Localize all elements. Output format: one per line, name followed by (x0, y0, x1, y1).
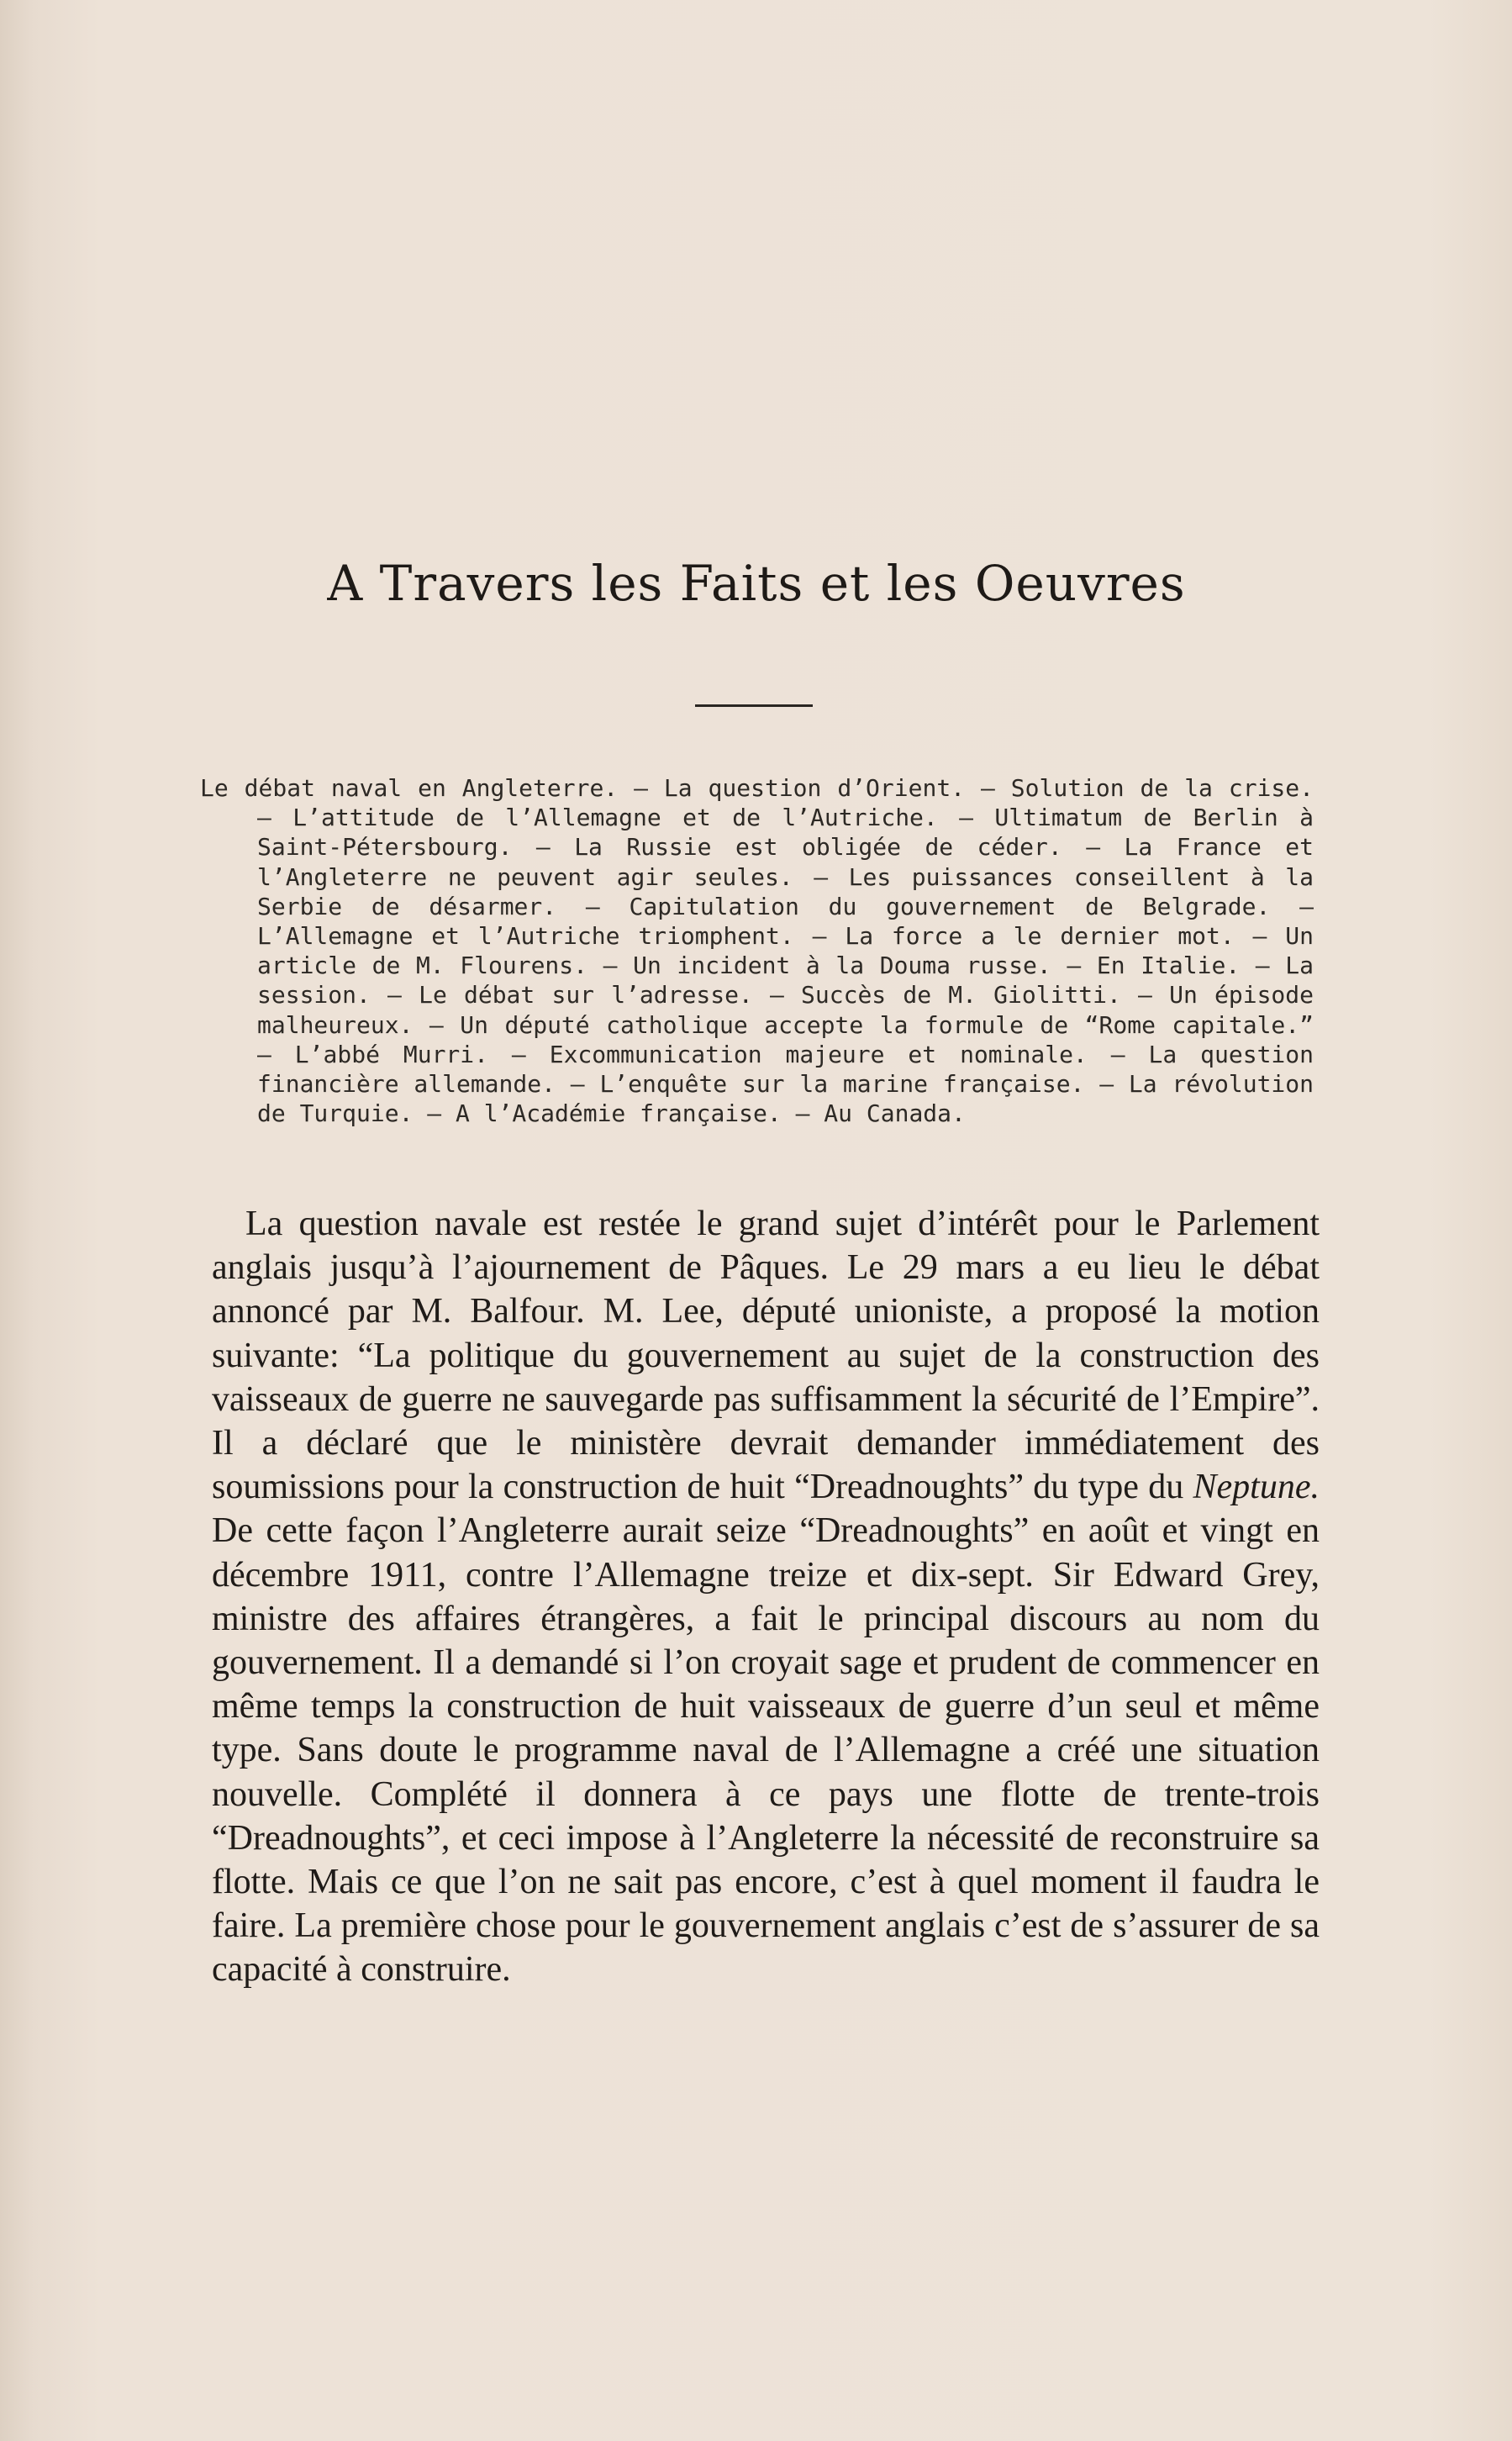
body-text-part1: La question navale est restée le grand sujet d’intérêt pour le Parlement anglais jusqu’à l’ajournement de Pâques. Le 29 mars a eu lieu le débat annoncé par M. Balfour. M. Lee, député unioniste, a proposé la motion suivante: “La politique du gouvernement au sujet de la construction des vaisseaux de guerre ne sauvegarde pas suffisamment la sécurité de l’Empire”. Il a déclaré que le ministère devrait demander immédiatement des soumissions pour la construction de huit “Dreadnoughts” du type du (212, 1205, 1320, 1507)
summary-text: Le débat naval en Angleterre. — La question d’Orient. — Solution de la crise. — L’attitude de l’Allemagne et de l’Autriche. — Ultimatum de Berlin à Saint-Pétersbourg. — La Russie est obligée de céder. — La France et l’Angleterre ne peuvent agir seules. — Les puissances conseillent à la Serbie de désarmer. — Capitulation du gouvernement de Belgrade. — L’Allemagne et l’Autriche triomphent. — La force a le dernier mot. — Un article de M. Flourens. — Un incident à la Douma russe. — En Italie. — La session. — Le débat sur l’adresse. — Succès de M. Giolitti. — Un épisode malheureux. — Un député catholique accepte la formule de “Rome capitale.” — L’abbé Murri. — Excommunication majeure et nominale. — La question financière allemande. — L’enquête sur la marine française. — La révolution de Turquie. — A l’Académie française. — Au Canada. (200, 774, 1314, 1128)
chapter-summary (200, 773, 1314, 1128)
section-title: A Travers les Faits et les Oeuvres (327, 555, 1186, 612)
body-paragraph (212, 1202, 1320, 1992)
ship-name: Neptune. (1193, 1468, 1320, 1507)
title-rule (695, 704, 813, 707)
body-text-part2: De cette façon l’Angleterre aurait seize “Dreadnoughts” en août et vingt en décembre 1911, contre l’Allemagne treize et dix-sept. Sir Edward Grey, ministre des affaires étrangères, a fait le principal discours au nom du gouvernement. Il a demandé si l’on croyait sage et prudent de commencer en même temps la construction de huit vaisseaux de guerre d’un seul et même type. Sans doute le programme naval de l’Allemagne a créé une situation nouvelle. Complété il donnera à ce pays une flotte de trente-trois “Dreadnoughts”, et ceci impose à l’Angleterre la nécessité de reconstruire sa flotte. Mais ce que l’on ne sait pas encore, c’est à quel moment il faudra le faire. La première chose pour le gouvernement anglais c’est de s’assurer de sa capacité à construire. (212, 1511, 1320, 1990)
